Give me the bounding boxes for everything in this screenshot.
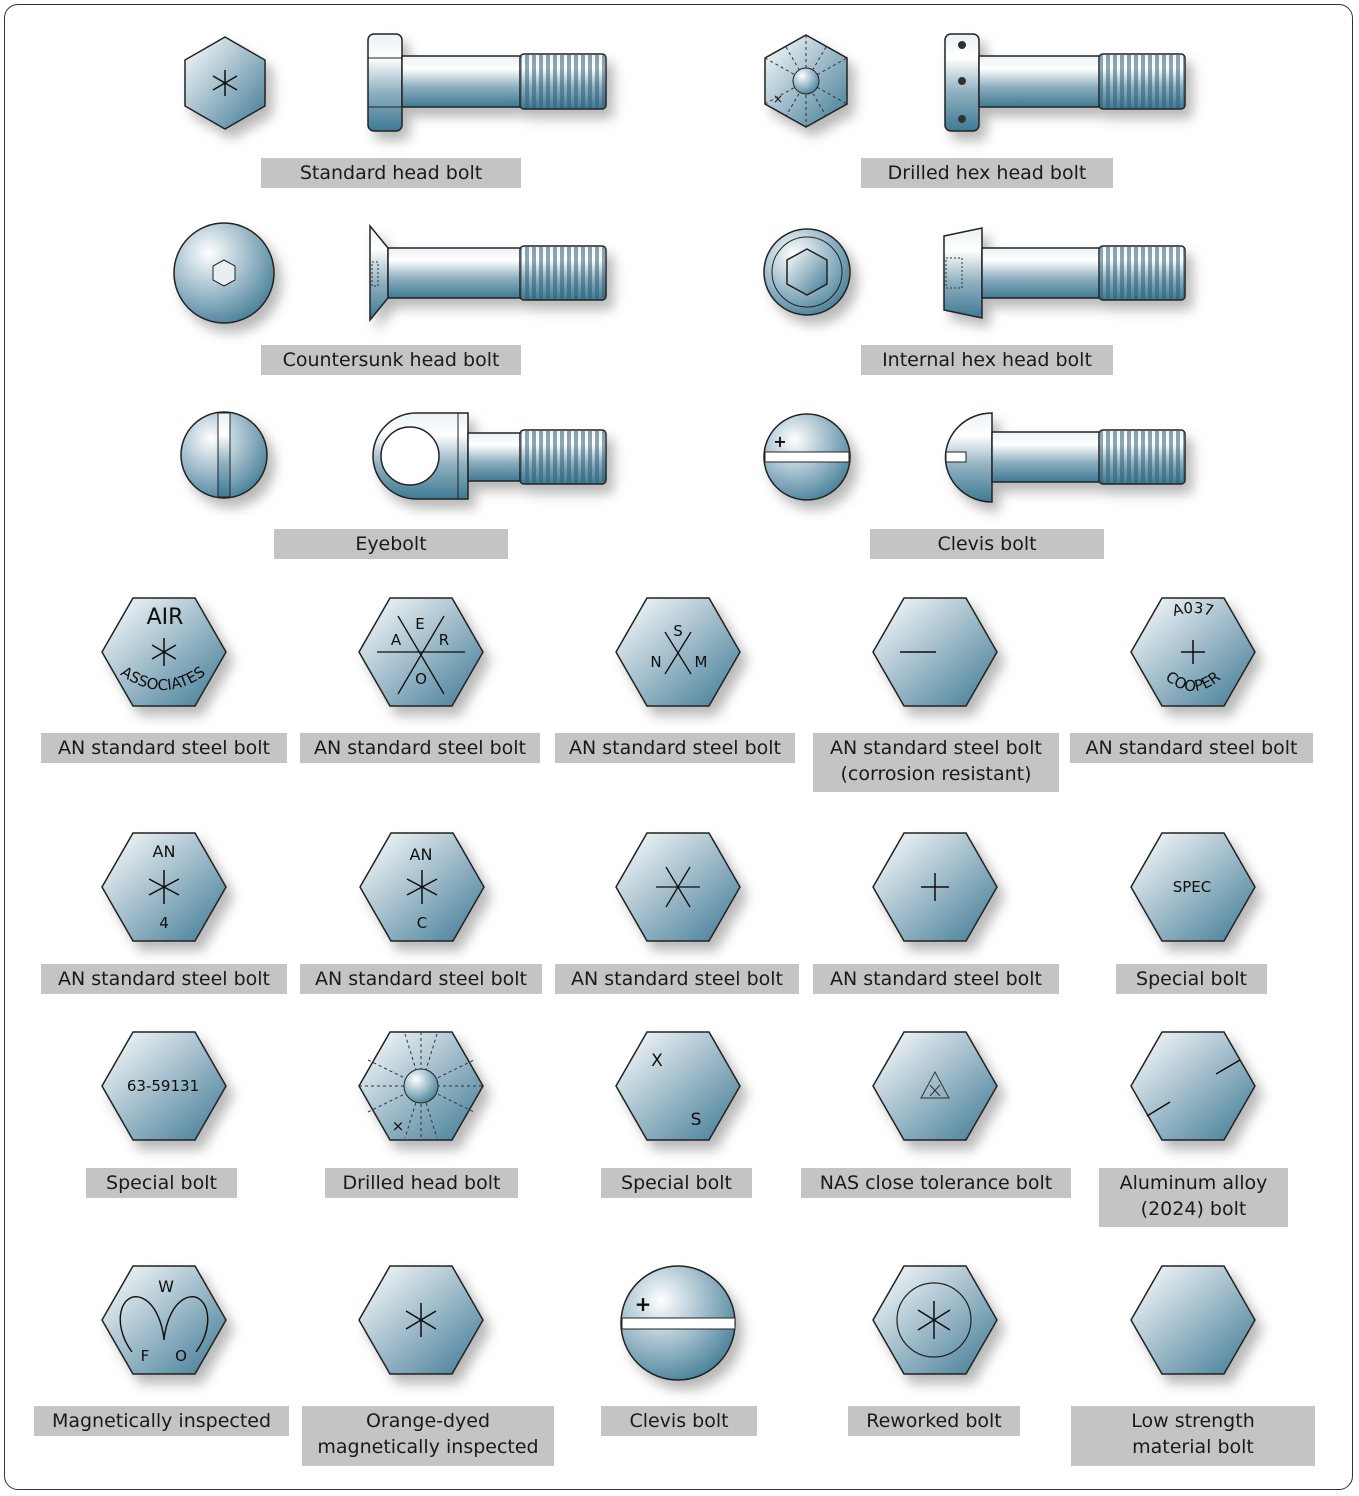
- label-countersunk-head-bolt: Countersunk head bolt: [261, 345, 521, 375]
- aluminum-alloy-head-icon: [1131, 1032, 1255, 1140]
- countersunk-head-bolt-side-icon: [370, 226, 606, 320]
- an-snm-head-icon: [616, 598, 740, 706]
- mark-m: M: [694, 653, 708, 671]
- mark-r: R: [438, 631, 450, 649]
- svg-text:+: +: [773, 432, 787, 451]
- label-reworked: Reworked bolt: [848, 1406, 1020, 1436]
- mark-4: 4: [159, 914, 169, 932]
- mark-s: S: [690, 1110, 702, 1130]
- mark-f: F: [140, 1347, 150, 1365]
- mark-o: O: [175, 1347, 187, 1365]
- internal-hex-head-bolt-side-icon: [944, 228, 1185, 318]
- label-aluminum-alloy: Aluminum alloy (2024) bolt: [1099, 1168, 1288, 1227]
- label-drilled-hex-head-bolt: Drilled hex head bolt: [861, 158, 1113, 188]
- label-orange-dyed: Orange-dyed magnetically inspected: [302, 1406, 554, 1466]
- label-an-4: AN standard steel bolt: [41, 964, 287, 994]
- mark-e: E: [415, 615, 425, 633]
- svg-text:×: ×: [391, 1117, 405, 1135]
- drilled-hex-head-bolt-head-icon: [765, 35, 847, 127]
- special-spec-head-icon: [1131, 833, 1255, 941]
- clevis-bolt-bottom-head-icon: [621, 1266, 735, 1380]
- an-corrosion-resistant-head-icon: [873, 598, 997, 706]
- label-an-air-associates: AN standard steel bolt: [41, 733, 287, 763]
- label-standard-head-bolt: Standard head bolt: [261, 158, 521, 188]
- label-low-strength: Low strength material bolt: [1071, 1406, 1315, 1466]
- mark-associates: ASSOCIATES: [117, 662, 209, 695]
- eyebolt-side-icon: [373, 413, 606, 499]
- an-aero-head-icon: [359, 598, 483, 706]
- standard-head-bolt-side-icon: [368, 34, 606, 131]
- mark-air: AIR: [146, 605, 184, 630]
- drilled-head-bolt-icon: [359, 1032, 483, 1140]
- reworked-head-icon: [873, 1266, 997, 1374]
- clevis-bolt-top-head-icon: [764, 414, 850, 500]
- an-4-head-icon: [102, 833, 226, 941]
- label-an-cooper: AN standard steel bolt: [1070, 733, 1313, 763]
- label-eyebolt: Eyebolt: [274, 529, 508, 559]
- label-clevis-bolt-top: Clevis bolt: [870, 529, 1104, 559]
- label-an-c: AN standard steel bolt: [300, 964, 542, 994]
- label-magnetically-inspected: Magnetically inspected: [34, 1406, 289, 1436]
- an-air-associates-head-icon: [102, 598, 226, 706]
- mark-s: S: [673, 622, 683, 640]
- nas-close-tolerance-head-icon: [873, 1032, 997, 1140]
- label-an-corrosion-resistant: AN standard steel bolt (corrosion resistant): [813, 733, 1059, 792]
- mark-x: X: [651, 1051, 663, 1071]
- special-number-head-icon: [102, 1032, 226, 1140]
- label-drilled-head: Drilled head bolt: [325, 1168, 518, 1198]
- countersunk-head-bolt-head-icon: [174, 223, 274, 323]
- standard-head-bolt-head-icon: [185, 37, 265, 129]
- internal-hex-head-bolt-head-icon: [764, 229, 850, 315]
- mark-an: AN: [409, 845, 433, 864]
- mark-n: N: [650, 653, 662, 671]
- clevis-bolt-top-side-icon: [945, 413, 1185, 502]
- label-special-number: Special bolt: [86, 1168, 237, 1198]
- svg-text:+: +: [634, 1292, 652, 1316]
- low-strength-head-icon: [1131, 1266, 1255, 1374]
- drilled-hex-head-bolt-side-icon: [945, 34, 1185, 131]
- mark-w: W: [158, 1277, 174, 1296]
- mark-cooper: COOPER: [1162, 667, 1224, 696]
- mark-63-59131: 63-59131: [126, 1077, 200, 1095]
- mark-a037: A037: [1170, 598, 1216, 620]
- orange-dyed-head-icon: [359, 1266, 483, 1374]
- label-an-aero: AN standard steel bolt: [300, 733, 540, 763]
- label-internal-hex-head-bolt: Internal hex head bolt: [861, 345, 1113, 375]
- an-c-head-icon: [360, 833, 484, 941]
- mark-a: A: [390, 631, 402, 649]
- label-an-cross: AN standard steel bolt: [813, 964, 1059, 994]
- svg-text:×: ×: [772, 92, 784, 106]
- label-special-spec: Special bolt: [1116, 964, 1267, 994]
- label-an-snm: AN standard steel bolt: [555, 733, 795, 763]
- an-cross-head-icon: [873, 833, 997, 941]
- mark-spec: SPEC: [1172, 878, 1212, 896]
- mark-an: AN: [152, 842, 176, 861]
- an-cooper-head-icon: [1131, 598, 1255, 706]
- mark-c: C: [416, 914, 428, 932]
- special-xs-head-icon: [616, 1032, 740, 1140]
- mark-o: O: [415, 670, 427, 688]
- label-an-star: AN standard steel bolt: [555, 964, 799, 994]
- eyebolt-head-icon: [181, 412, 267, 498]
- label-special-xs: Special bolt: [601, 1168, 752, 1198]
- label-nas-close-tolerance: NAS close tolerance bolt: [801, 1168, 1071, 1198]
- an-star-head-icon: [616, 833, 740, 941]
- magnetically-inspected-head-icon: [102, 1266, 226, 1374]
- label-clevis-bolt-bottom: Clevis bolt: [601, 1406, 757, 1436]
